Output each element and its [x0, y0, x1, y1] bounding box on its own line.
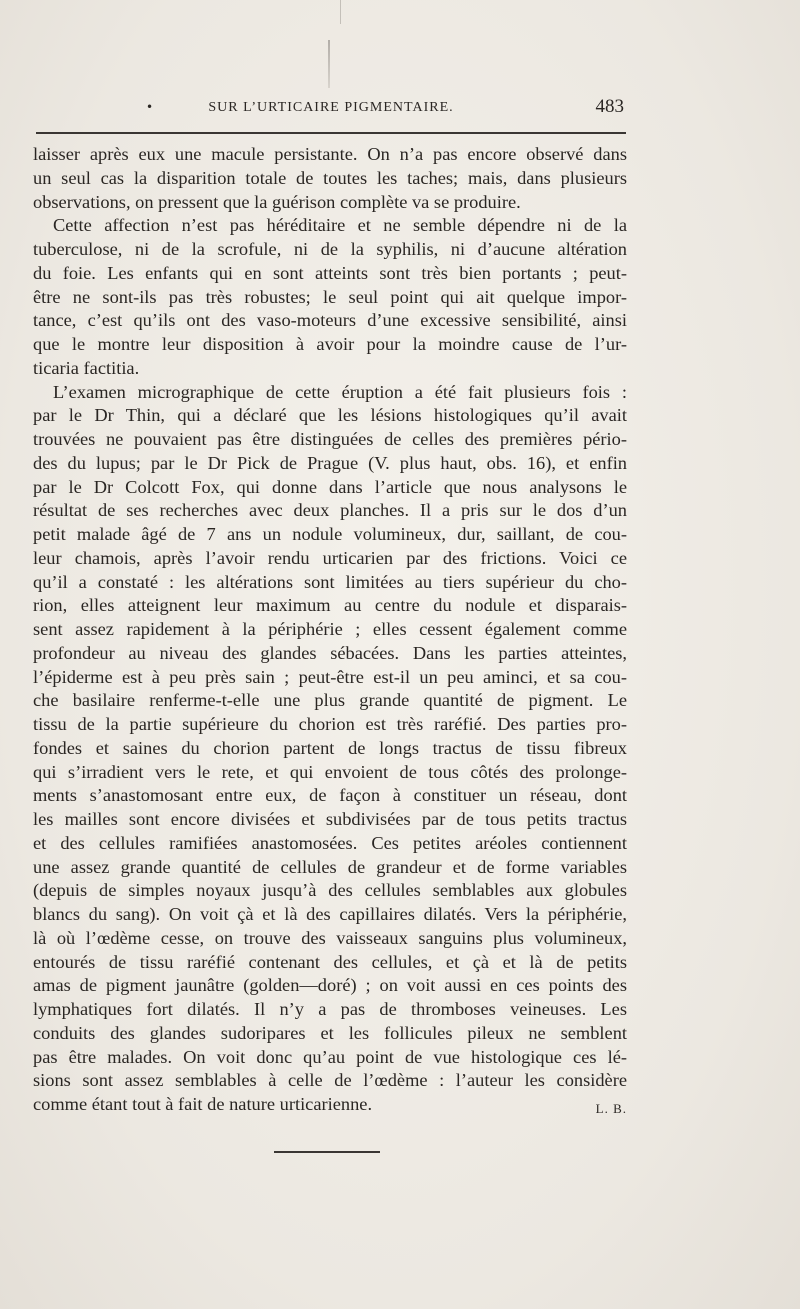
text-line: amas de pigment jaunâtre (golden—doré) ; on voit aussi en ces points des: [33, 975, 627, 996]
text-line: comme étant tout à fait de nature urticarienne. L. B.: [33, 1093, 627, 1117]
text-line: leur chamois, après l’avoir rendu urticarien par des frictions. Voici ce: [33, 547, 627, 568]
text-line: fondes et saines du chorion partent de longs tractus de tissu fibreux: [33, 737, 627, 758]
text-line: laisser après eux une macule persistante. On n’a pas encore observé dans: [33, 144, 627, 164]
text-line: rion, elles atteignent leur maximum au centre du nodule et disparais-: [33, 595, 627, 616]
text-line: profondeur au niveau des glandes sébacées. Dans les parties atteintes,: [33, 642, 627, 663]
text-line: les mailles sont encore divisées et subdivisées par de tous petits tractus: [33, 809, 627, 829]
paragraph: [33, 143, 627, 214]
text-line: résultat de ses recherches avec deux planches. Il a pris sur le dos d’un: [33, 500, 627, 521]
text-line: trouvées ne pouvaient pas être distinguées de celles des premières pério-: [33, 429, 627, 449]
text-line: tance, c’est qu’ils ont des vaso-moteurs d’une excessive sensibilité, ainsi: [33, 310, 627, 331]
text-line: un seul cas la disparition totale de toutes les taches; mais, dans plusieurs: [33, 167, 627, 188]
text-line: qu’il a constaté : les altérations sont limitées au tiers supérieur du cho-: [33, 571, 627, 592]
paragraph: [33, 214, 627, 380]
running-title: SUR L’URTICAIRE PIGMENTAIRE.: [208, 100, 454, 115]
header-rule: [36, 132, 626, 134]
scan-artifact: [328, 40, 330, 88]
text-line: l’épiderme est à peu près sain ; peut-être est-il un peu aminci, et sa cou-: [33, 666, 627, 687]
text-line: du foie. Les enfants qui en sont atteints sont très bien portants ; peut-: [33, 262, 627, 283]
text-line: pas être malades. On voit donc qu’au point de vue histologique ces lé-: [33, 1046, 627, 1067]
text-line: che basilaire renferme-t-elle une plus grande quantité de pigment. Le: [33, 690, 627, 711]
text-line: qui s’irradient vers le rete, et qui envoient de tous côtés des prolonge-: [33, 761, 627, 782]
text-line: là où l’œdème cesse, on trouve des vaisseaux sanguins plus volumineux,: [33, 927, 627, 948]
text-line: petit malade âgé de 7 ans un nodule volumineux, dur, saillant, de cou-: [33, 524, 627, 544]
text-line: ments s’anastomosant entre eux, de façon à constituer un réseau, dont: [33, 785, 627, 806]
page-number: 483: [595, 96, 624, 117]
scan-artifact: [340, 0, 341, 24]
text-line: conduits des glandes sudoripares et les follicules pileux ne semblent: [33, 1022, 627, 1043]
header-bullet: •: [146, 100, 154, 114]
text-line: tissu de la partie supérieure du chorion est très raréfié. Des parties pro-: [33, 714, 627, 734]
text-line: par le Dr Colcott Fox, qui donne dans l’article que nous analysons le: [33, 476, 627, 497]
text-line: Cette affection n’est pas héréditaire et ne semble dépendre ni de la: [53, 215, 627, 236]
text-line: des du lupus; par le Dr Pick de Prague (V. plus haut, obs. 16), et enfin: [33, 452, 627, 473]
page-header: [36, 98, 626, 122]
text-line: (depuis de simples noyaux jusqu’à des cellules semblables aux globules: [33, 880, 627, 901]
text-line: entourés de tissu raréfié contenant des cellules, et çà et là de petits: [33, 951, 627, 972]
text-line: ticaria factitia.: [33, 357, 140, 378]
text-line: lymphatiques fort dilatés. Il n’y a pas de thromboses veineuses. Les: [33, 999, 627, 1019]
paragraph: [33, 381, 627, 1117]
text-line: sions sont assez semblables à celle de l’œdème : l’auteur les considère: [33, 1070, 627, 1091]
text-line: par le Dr Thin, qui a déclaré que les lésions histologiques qu’il avait: [33, 405, 627, 426]
text-line: observations, on pressent que la guérison complète va se produire.: [33, 191, 521, 212]
text-line: que le montre leur disposition à avoir pour la moindre cause de l’ur-: [33, 334, 627, 354]
text-line: sent assez rapidement à la périphérie ; elles cessent également comme: [33, 619, 627, 639]
text-line: tuberculose, ni de la scrofule, ni de la syphilis, ni d’aucune altération: [33, 239, 627, 259]
text-line: une assez grande quantité de cellules de grandeur et de forme variables: [33, 856, 627, 877]
text-line: et des cellules ramifiées anastomosées. Ces petites aréoles contiennent: [33, 832, 627, 853]
end-rule: [274, 1151, 380, 1153]
body-text: [33, 143, 627, 1121]
text-line: L’examen micrographique de cette éruption a été fait plusieurs fois :: [53, 381, 627, 402]
text-line: blancs du sang). On voit çà et là des capillaires dilatés. Vers la périphérie,: [33, 904, 627, 924]
text-line: être ne sont-ils pas très robustes; le seul point qui ait quelque impor-: [33, 286, 627, 307]
signature: L. B.: [595, 1101, 627, 1116]
